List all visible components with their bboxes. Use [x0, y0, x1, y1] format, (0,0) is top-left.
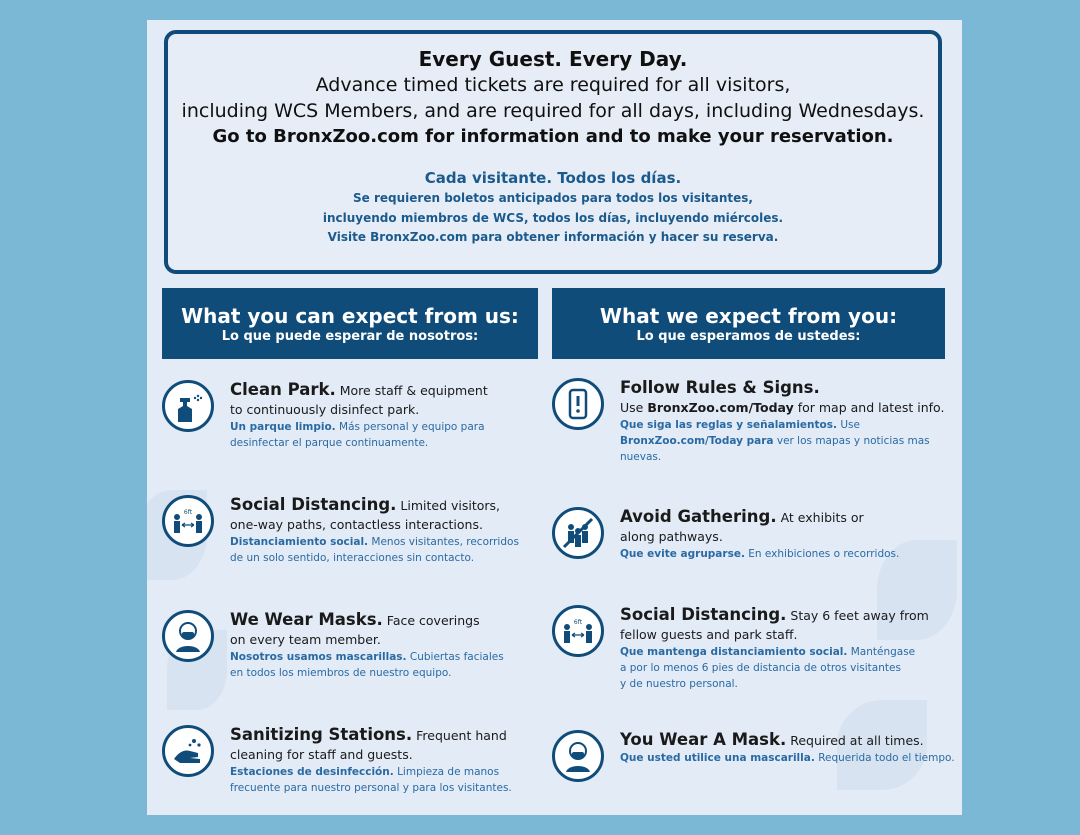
left-item-social-distancing	[162, 495, 542, 585]
item-desc: one-way paths, contactless interactions.	[230, 517, 483, 532]
item-title-es: Que evite agruparse.	[620, 548, 745, 560]
right-header-title: What we expect from you:	[599, 304, 898, 328]
item-text	[620, 730, 960, 766]
item-text	[620, 605, 960, 692]
item-text	[230, 725, 560, 796]
item-desc: Required at all times.	[790, 733, 924, 748]
right-item-social-distancing	[552, 605, 957, 705]
notice-line-en-1: Advance timed tickets are required for all visitors,	[315, 74, 791, 96]
right-item-you-wear-a-mask	[552, 730, 957, 800]
item-text	[620, 378, 960, 465]
bronxzoo-today-link: BronxZoo.com/Today	[647, 400, 794, 415]
right-column-header	[552, 288, 945, 359]
item-desc-es: Menos visitantes, recorridos	[371, 536, 519, 548]
social-distance-icon	[162, 495, 214, 547]
distance-label: 6ft	[183, 509, 193, 516]
notice-line-en-3: Go to BronxZoo.com for information and to make your reservation.	[212, 126, 894, 147]
item-title: Sanitizing Stations.	[230, 725, 413, 744]
item-desc: to continuously disinfect park.	[230, 402, 420, 417]
item-title-es: Que usted utilice una mascarilla.	[620, 752, 815, 764]
item-title: Clean Park.	[230, 380, 336, 399]
item-title-es: Distanciamiento social.	[230, 536, 369, 548]
item-desc-es: Requerida todo el tiempo.	[818, 752, 955, 764]
right-item-follow-rules	[552, 378, 957, 478]
notice-line-es-1: Se requieren boletos anticipados para todos los visitantes,	[353, 191, 753, 205]
item-desc-es: Cubiertas faciales	[409, 651, 504, 663]
item-title: Avoid Gathering.	[620, 507, 777, 526]
item-title: Follow Rules & Signs.	[620, 378, 820, 397]
item-desc: Frequent hand	[416, 728, 507, 743]
item-desc-es: Manténgase	[850, 646, 916, 658]
item-text	[230, 380, 560, 451]
left-column-header	[162, 288, 538, 359]
item-title-es: Que mantenga distanciamiento social.	[620, 646, 848, 658]
item-desc: Face coverings	[386, 613, 480, 628]
item-title-es: Nosotros usamos mascarillas.	[230, 651, 407, 663]
item-desc-es: frecuente para nuestro personal y para los visitantes.	[230, 782, 512, 794]
item-title: Social Distancing.	[230, 495, 397, 514]
item-desc-es: de un solo sentido, interacciones sin contacto.	[230, 552, 475, 564]
notice-line-es-2: incluyendo miembros de WCS, todos los días, incluyendo miércoles.	[322, 210, 784, 225]
right-item-avoid-gathering	[552, 507, 957, 587]
hand-wash-icon	[162, 725, 214, 777]
item-title: You Wear A Mask.	[620, 730, 787, 749]
face-mask-icon	[162, 610, 214, 662]
item-desc: At exhibits or	[780, 510, 864, 525]
left-item-we-wear-masks	[162, 610, 542, 700]
notice-title-en: Every Guest. Every Day.	[418, 47, 688, 71]
no-gathering-icon	[552, 507, 604, 559]
item-desc-es: en todos los miembros de nuestro equipo.	[230, 667, 452, 679]
item-title-es: Que siga las reglas y señalamientos.	[620, 419, 838, 431]
item-title: Social Distancing.	[620, 605, 787, 624]
item-desc-es: En exhibiciones o recorridos.	[748, 548, 900, 560]
item-title-es: Un parque limpio.	[230, 421, 336, 433]
item-desc: cleaning for staff and guests.	[230, 747, 413, 762]
item-desc-es: y de nuestro personal.	[620, 678, 738, 690]
item-text	[620, 507, 960, 562]
social-distance-icon	[552, 605, 604, 657]
phone-alert-icon	[552, 378, 604, 430]
left-item-sanitizing-stations	[162, 725, 552, 815]
notice-line-en-2: including WCS Members, and are required for all days, including Wednesdays.	[181, 100, 925, 122]
left-header-title: What you can expect from us:	[181, 304, 519, 328]
item-desc-es: Use	[837, 419, 860, 431]
item-desc: More staff & equipment	[339, 383, 488, 398]
bronxzoo-today-link-es: BronxZoo.com/Today para	[620, 435, 774, 447]
item-desc: fellow guests and park staff.	[620, 627, 798, 642]
item-title: We Wear Masks.	[230, 610, 383, 629]
item-text	[230, 495, 560, 566]
distance-label: 6ft	[573, 619, 583, 626]
item-desc-es: ver los mapas y noticias mas	[773, 435, 930, 447]
notice-line-es-3: Visite BronxZoo.com para obtener información y hacer su reserva.	[327, 230, 779, 244]
item-desc-es: a por lo menos 6 pies de distancia de otros visitantes	[620, 662, 901, 674]
face-mask-icon	[552, 730, 604, 782]
item-desc: for map and latest info.	[793, 400, 945, 415]
item-desc: along pathways.	[620, 529, 723, 544]
item-desc-es: desinfectar el parque continuamente.	[230, 437, 429, 449]
item-desc: Stay 6 feet away from	[790, 608, 929, 623]
item-desc: Use	[620, 400, 648, 415]
right-header-subtitle: Lo que esperamos de ustedes:	[636, 329, 861, 344]
item-desc-es: Limpieza de manos	[397, 766, 500, 778]
ticket-notice-box	[164, 30, 942, 274]
left-header-subtitle: Lo que puede esperar de nosotros:	[221, 329, 479, 344]
item-desc: on every team member.	[230, 632, 381, 647]
item-desc-es: nuevas.	[620, 451, 662, 463]
notice-title-es: Cada visitante. Todos los días.	[424, 169, 682, 187]
poster-panel	[147, 20, 962, 815]
spray-bottle-icon	[162, 380, 214, 432]
item-title-es: Estaciones de desinfección.	[230, 766, 394, 778]
left-item-clean-park	[162, 380, 542, 470]
item-text	[230, 610, 560, 681]
item-desc-es: Más personal y equipo para	[339, 421, 485, 433]
item-desc: Limited visitors,	[400, 498, 501, 513]
